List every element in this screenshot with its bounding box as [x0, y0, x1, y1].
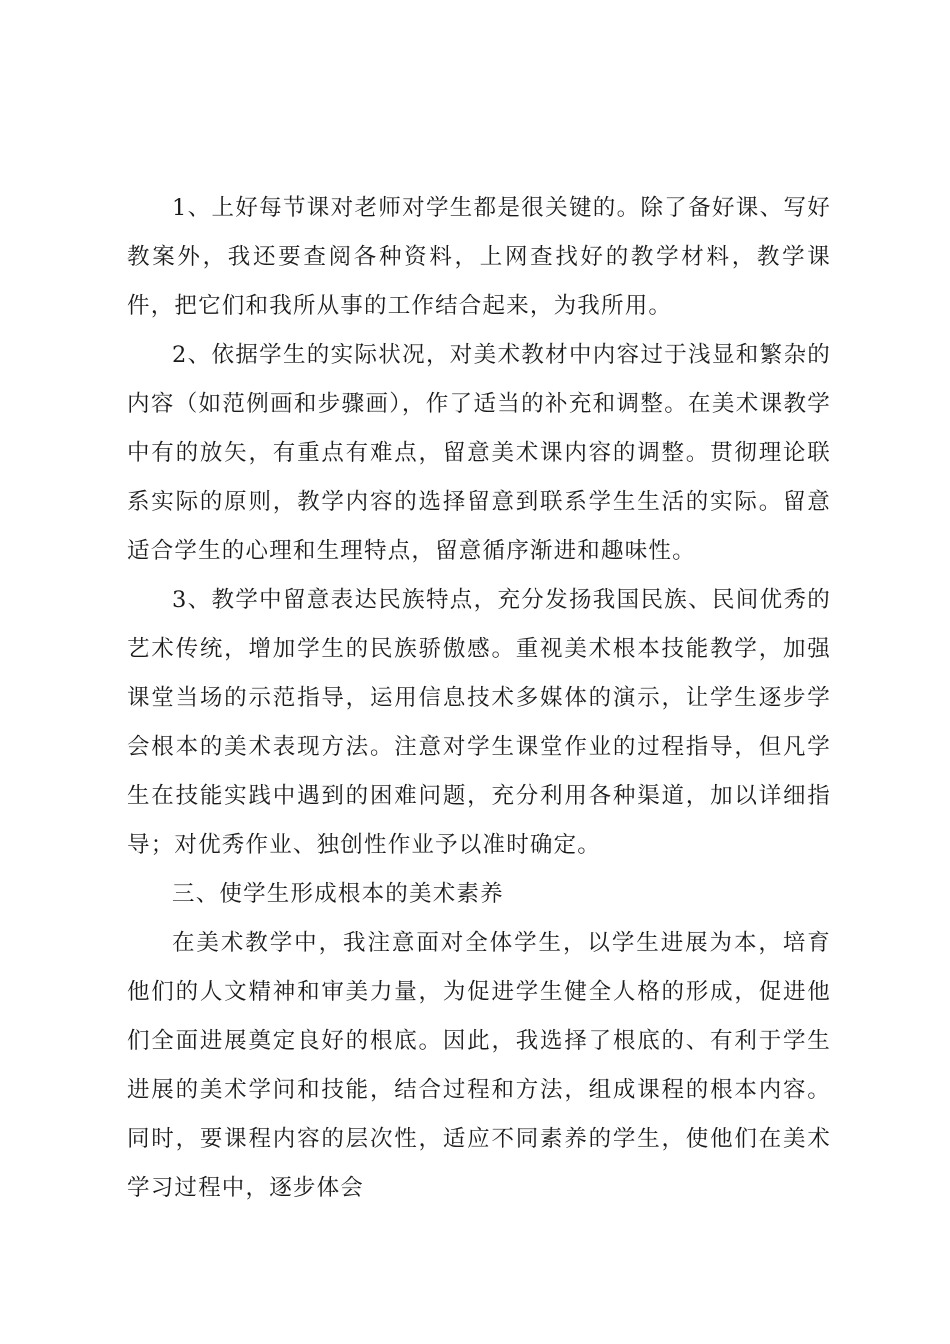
paragraph-1: 1、上好每节课对老师对学生都是很关键的。除了备好课、写好教案外，我还要查阅各种资料，上网查找好的教学材料，教学课件，把它们和我所从事的工作结合起来，为我所用。: [127, 195, 831, 319]
section-heading: 三、使学生形成根本的美术素养: [172, 881, 504, 907]
document-body: [127, 184, 831, 1213]
paragraph-3: 3、教学中留意表达民族特点，充分发扬我国民族、民间优秀的艺术传统，增加学生的民族骄傲感。重视美术根本技能教学，加强课堂当场的示范指导，运用信息技术多媒体的演示，让学生逐步学会根本的美术表现方法。注意对学生课堂作业的过程指导，但凡学生在技能实践中遇到的困难问题，充分利用各种渠道，加以详细指导；对优秀作业、独创性作业予以准时确定。: [127, 587, 831, 858]
paragraph-2: 2、依据学生的实际状况，对美术教材中内容过于浅显和繁杂的内容（如范例画和步骤画），作了适当的补充和调整。在美术课教学中有的放矢，有重点有难点，留意美术课内容的调整。贯彻理论联系实际的原则，教学内容的选择留意到联系学生生活的实际。留意适合学生的心理和生理特点，留意循序渐进和趣味性。: [127, 342, 831, 564]
section-paragraph: 在美术教学中，我注意面对全体学生，以学生进展为本，培育他们的人文精神和审美力量，为促进学生健全人格的形成，促进他们全面进展奠定良好的根底。因此，我选择了根底的、有利于学生进展的美术学问和技能，结合过程和方法，组成课程的根本内容。同时，要课程内容的层次性，适应不同素养的学生，使他们在美术学习过程中，逐步体会: [127, 930, 831, 1201]
